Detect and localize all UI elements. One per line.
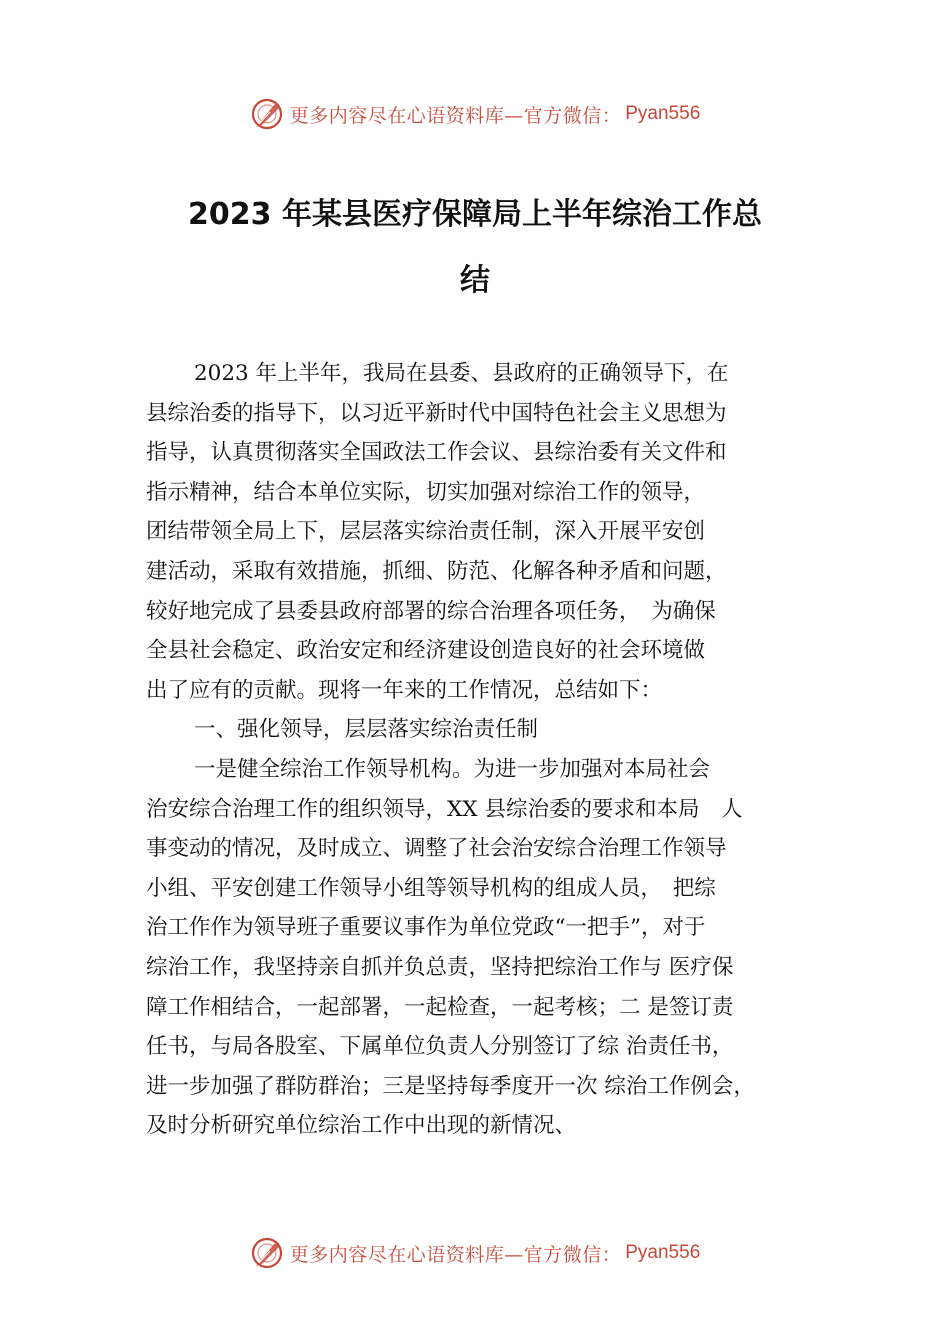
watermark-wechat-id: Pyan556 [625,1242,701,1263]
body-line: 障工作相结合，一起部署，一起检查，一起考核；二 是签订责 [146,994,734,1020]
body-line: 综治工作，我坚持亲自抓并负总责，坚持把综治工作与 医疗保 [146,954,734,980]
quill-logo-icon [250,1236,284,1270]
footer-watermark [0,1233,950,1273]
document-title [100,182,850,314]
section-heading: 一、强化领导，层层落实综治责任制 [194,717,539,743]
body-line: 2023 年上半年，我局在县委、县政府的正确领导下，在 [194,361,729,386]
body-line: 任书，与局各股室、下属单位负责人分别签订了综 治责任书， [146,1034,734,1060]
watermark-wechat-id: Pyan556 [625,103,701,124]
body-line: 一是健全综治工作领导机构。为进一步加强对本局社会 [194,756,711,782]
title-line-2: 结 [460,263,490,298]
body-line: 全县社会稳定、政治安定和经济建设创造良好的社会环境做 [146,638,706,664]
body-line: 及时分析研究单位综治工作中出现的新情况、 [146,1113,577,1139]
document-body [146,354,846,1146]
header-watermark [0,94,950,134]
body-line: 指示精神，结合本单位实际，切实加强对综治工作的领导， [146,479,706,505]
watermark-text: 更多内容尽在心语资料库—官方微信： [289,1243,622,1266]
body-line: 建活动，采取有效措施，抓细、防范、化解各种矛盾和问题， [146,558,727,584]
quill-logo-icon [250,97,284,131]
body-line: 县综治委的指导下，以习近平新时代中国特色社会主义思想为 [146,400,727,426]
body-line: 出了应有的贡献。现将一年来的工作情况，总结如下： [146,677,663,703]
body-line: 事变动的情况，及时成立、调整了社会治安综合治理工作领导 [146,836,727,862]
body-line: 治安综合治理工作的组织领导，XX 县综治委的要求和本局 人 [146,796,743,822]
body-line: 较好地完成了县委县政府部署的综合治理各项任务， 为确保 [146,598,716,624]
body-line: 治工作作为领导班子重要议事作为单位党政“一把手”，对于 [146,915,706,941]
body-line: 指导，认真贯彻落实全国政法工作会议、县综治委有关文件和 [146,440,727,466]
title-line-1: 2023 年某县医疗保障局上半年综治工作总 [188,197,762,232]
body-line: 团结带领全局上下，层层落实综治责任制，深入开展平安创 [146,519,706,545]
watermark-text: 更多内容尽在心语资料库—官方微信： [289,104,622,127]
body-line: 进一步加强了群防群治；三是坚持每季度开一次 综治工作例会， [146,1073,755,1099]
body-line: 小组、平安创建工作领导小组等领导机构的组成人员， 把综 [146,875,716,901]
